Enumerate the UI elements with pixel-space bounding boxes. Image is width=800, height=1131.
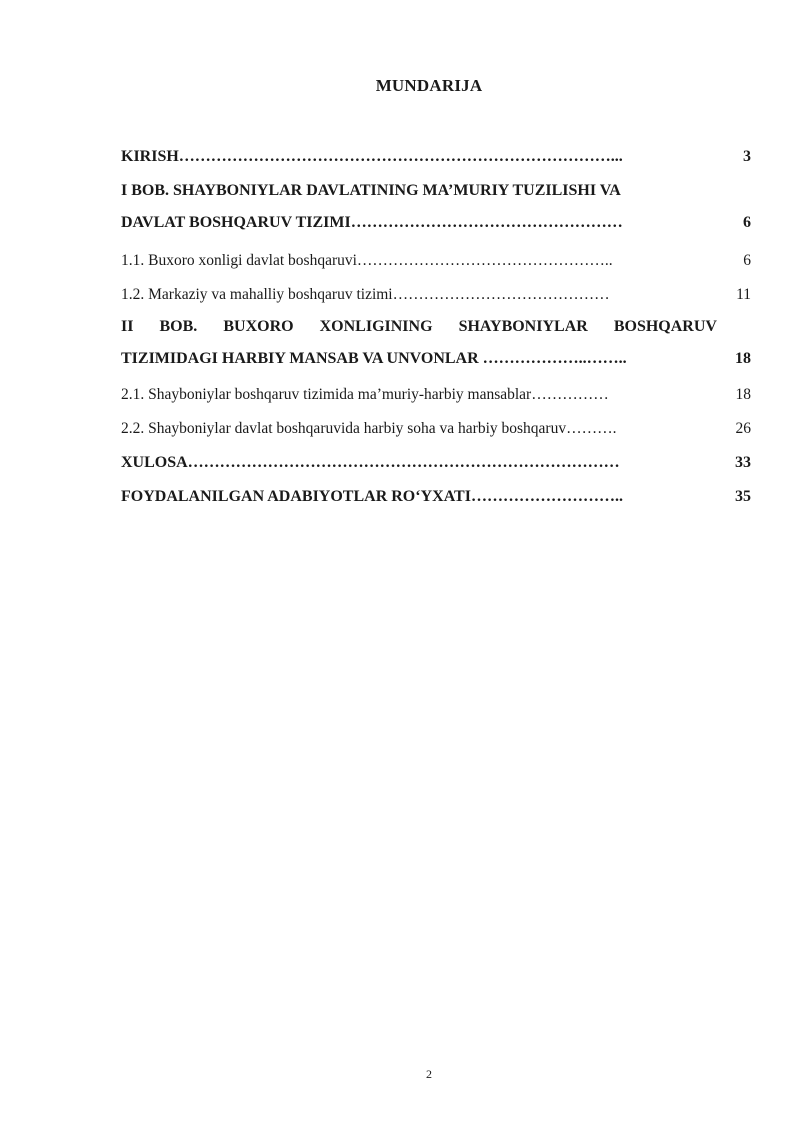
- page-number: 2: [426, 1067, 432, 1081]
- toc-entry-1-1[interactable]: [121, 246, 751, 280]
- toc-word: SHAYBONIYLAR: [458, 318, 588, 335]
- toc-word: BOB.: [159, 318, 198, 335]
- toc-entry-2-2[interactable]: [121, 414, 751, 448]
- toc-entry-bob1-line1[interactable]: [121, 177, 751, 208]
- toc-word: XONLIGINING: [319, 318, 433, 335]
- table-of-contents: [121, 143, 751, 516]
- toc-entry-page: 18: [735, 386, 751, 403]
- toc-entry-1-2[interactable]: [121, 280, 751, 313]
- toc-word: BUXORO: [223, 318, 294, 335]
- toc-entry-label: I BOB. SHAYBONIYLAR DAVLATINING MA’MURIY TUZILISHI VA: [121, 182, 621, 199]
- toc-entry-page: 11: [736, 286, 751, 303]
- page-title: MUNDARIJA: [375, 76, 483, 95]
- toc-entry-bob2-line2[interactable]: [121, 344, 751, 380]
- toc-entry-label: 1.2. Markaziy va mahalliy boshqaruv tizimi……………………………………: [121, 286, 610, 303]
- toc-entry-label: XULOSA………………………………………………………………………: [121, 454, 620, 471]
- toc-entry-adabiyotlar[interactable]: [121, 482, 751, 516]
- toc-entry-page: 33: [735, 454, 751, 471]
- toc-entry-kirish[interactable]: [121, 143, 751, 177]
- toc-entry-page: 18: [735, 350, 751, 367]
- toc-entry-xulosa[interactable]: [121, 448, 751, 482]
- toc-word: II: [121, 318, 134, 335]
- toc-entry-label: KIRISH………………………………………………………………………...: [121, 148, 623, 165]
- toc-entry-label: DAVLAT BOSHQARUV TIZIMI……………………………………………: [121, 214, 623, 231]
- toc-word: BOSHQARUV: [613, 318, 717, 335]
- toc-entry-label: [121, 313, 717, 341]
- toc-entry-2-1[interactable]: [121, 380, 751, 414]
- toc-entry-page: 26: [735, 420, 751, 437]
- toc-entry-label: 2.1. Shayboniylar boshqaruv tizimida ma’muriy-harbiy mansablar……………: [121, 386, 609, 403]
- toc-entry-page: 35: [735, 488, 751, 505]
- toc-entry-label: 2.2. Shayboniylar davlat boshqaruvida harbiy soha va harbiy boshqaruv……….: [121, 420, 617, 437]
- toc-entry-bob2-line1[interactable]: [121, 313, 751, 344]
- toc-entry-bob1-line2[interactable]: [121, 208, 751, 246]
- toc-entry-label: 1.1. Buxoro xonligi davlat boshqaruvi…………………………………………..: [121, 252, 613, 269]
- toc-entry-page: 6: [743, 214, 751, 231]
- toc-entry-label: TIZIMIDAGI HARBIY MANSAB VA UNVONLAR ………………..……..: [121, 350, 627, 367]
- toc-entry-page: 6: [743, 252, 751, 269]
- toc-entry-label: FOYDALANILGAN ADABIYOTLAR RO‘YXATI………………………..: [121, 488, 623, 505]
- toc-entry-page: 3: [743, 148, 751, 165]
